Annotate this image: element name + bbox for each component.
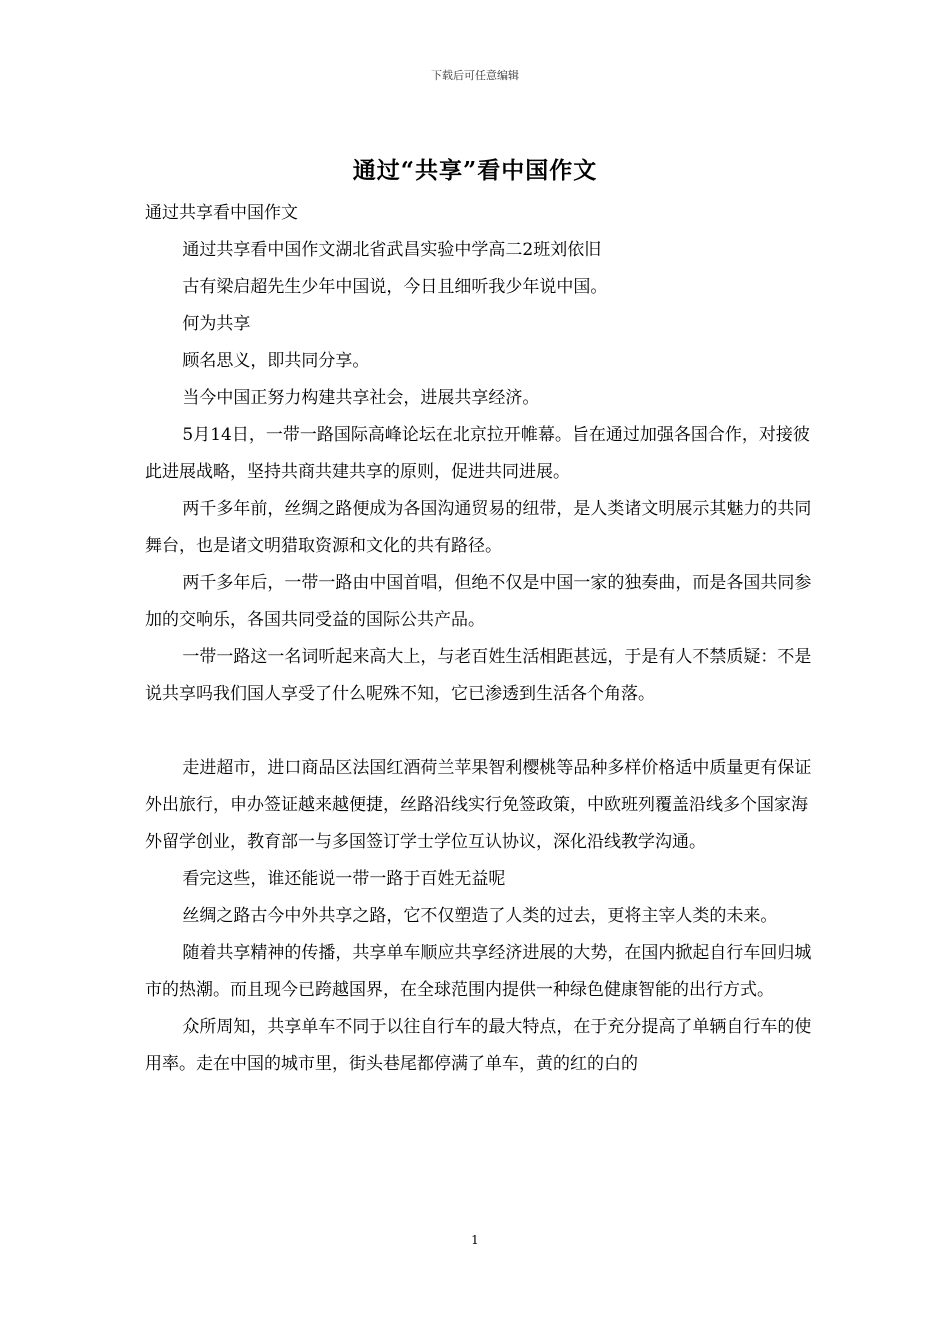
paragraph: 丝绸之路古今中外共享之路，它不仅塑造了人类的过去，更将主宰人类的未来。 — [182, 906, 778, 926]
paragraph: 走进超市，进口商品区法国红酒荷兰苹果智利樱桃等品种多样价格适中质量更有保证外出旅行，申办签证越来越便捷，丝路沿线实行免签政策，中欧班列覆盖沿线多个国家海外留学创业，教育部一与多国签订学士学位互认协议，深化沿线教学沟通。 — [145, 758, 812, 852]
document-title: 通过“共享”看中国作文 — [352, 157, 598, 184]
header-note: 下载后可任意编辑 — [431, 69, 519, 82]
paragraph: 众所周知，共享单车不同于以往自行车的最大特点，在于充分提高了单辆自行车的使用率。走在中国的城市里，街头巷尾都停满了单车，黄的红的白的 — [145, 1017, 812, 1074]
paragraph: 当今中国正努力构建共享社会，进展共享经济。 — [182, 388, 540, 408]
paragraph: 何为共享 — [182, 314, 251, 334]
paragraph: 两千多年前，丝绸之路便成为各国沟通贸易的纽带，是人类诸文明展示其魅力的共同舞台，也是诸文明猎取资源和文化的共有路径。 — [145, 499, 812, 556]
paragraph: 通过共享看中国作文 — [145, 203, 298, 223]
page-number: 1 — [471, 1233, 479, 1247]
paragraph: 两千多年后，一带一路由中国首唱，但绝不仅是中国一家的独奏曲，而是各国共同参加的交响乐，各国共同受益的国际公共产品。 — [145, 573, 812, 630]
paragraph: 通过共享看中国作文湖北省武昌实验中学高二2班刘依旧 — [182, 240, 602, 260]
paragraph: 随着共享精神的传播，共享单车顺应共享经济进展的大势，在国内掀起自行车回归城市的热潮。而且现今已跨越国界，在全球范围内提供一种绿色健康智能的出行方式。 — [145, 943, 812, 1000]
paragraph: 顾名思义，即共同分享。 — [182, 351, 370, 371]
document-body — [145, 195, 820, 1083]
paragraph: 5月14日，一带一路国际高峰论坛在北京拉开帷幕。旨在通过加强各国合作，对接彼此进展战略，坚持共商共建共享的原则，促进共同进展。 — [145, 425, 810, 482]
paragraph: 看完这些，谁还能说一带一路于百姓无益呢 — [182, 869, 506, 889]
paragraph: 古有梁启超先生少年中国说，今日且细听我少年说中国。 — [182, 277, 608, 297]
paragraph: 一带一路这一名词听起来高大上，与老百姓生活相距甚远，于是有人不禁质疑：不是说共享吗我们国人享受了什么呢殊不知，它已渗透到生活各个角落。 — [145, 647, 812, 704]
